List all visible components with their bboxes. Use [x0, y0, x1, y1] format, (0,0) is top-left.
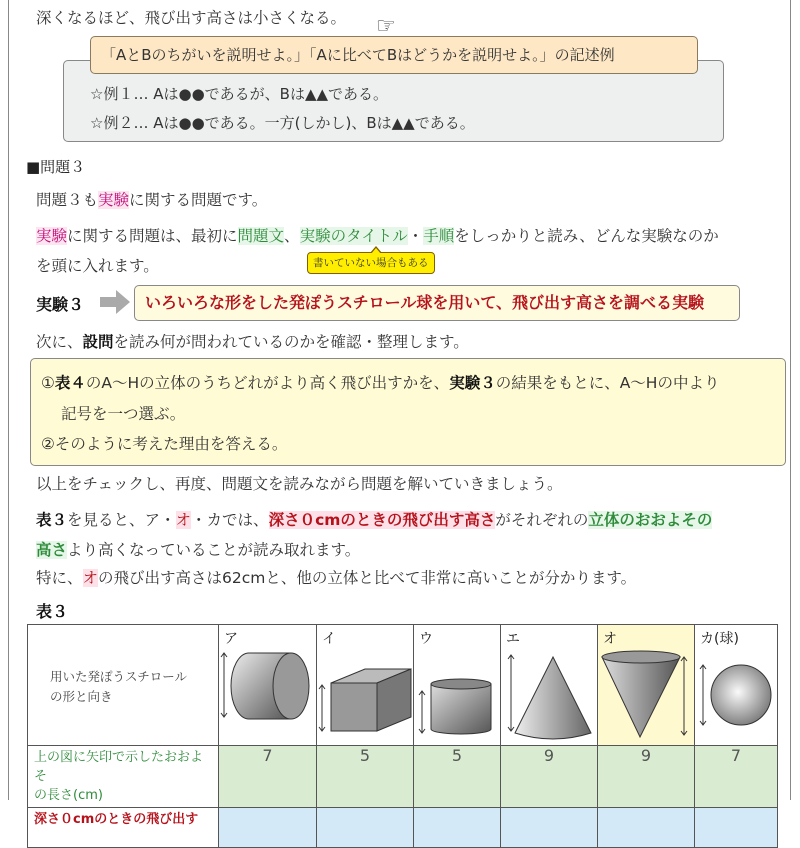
right-arrow-icon	[100, 290, 130, 314]
bold-table3: 表３	[36, 511, 68, 529]
column-label: ウ	[419, 631, 433, 647]
highlight-experiment: 実験	[98, 191, 130, 209]
column-label: イ	[322, 631, 336, 647]
highlight-experiment: 実験	[36, 227, 68, 245]
pointing-hand-icon: ☞	[376, 14, 396, 39]
text: がそれぞれの	[495, 511, 589, 529]
note-tooltip: 書いていない場合もある	[307, 252, 435, 274]
text: 次に、	[36, 333, 83, 351]
paragraph-5-line2	[36, 540, 360, 560]
length-u: 5	[414, 746, 501, 808]
paragraph-2-line2: を頭に入れます。	[36, 257, 159, 275]
page-border-right	[790, 0, 791, 800]
table-cell-e	[501, 625, 598, 746]
text: の飛び出す高さは62cmと、他の立体と比べて非常に高いことが分かります。	[98, 569, 637, 587]
page-border-left	[8, 0, 9, 800]
question-box	[30, 358, 786, 466]
text: より高くなっていることが読み取れます。	[67, 541, 361, 559]
highlight-jump-height: 深さ０cmのときの飛び出す高さ	[268, 511, 496, 529]
paragraph-4: 以上をチェックし、再度、問題文を読みながら問題を解いていきましょう。	[36, 475, 563, 493]
length-a: 7	[219, 746, 317, 808]
example-callout-title: 「AとBのちがいを説明せよ。」「Aに比べてBはどうかを説明せよ。」の記述例	[90, 36, 698, 74]
rectangular-prism-icon	[317, 667, 413, 737]
length-ka: 7	[695, 746, 778, 808]
table-row-jump-height	[28, 808, 778, 848]
text: 問題３も	[36, 191, 99, 209]
text: をしっかりと読み、どんな実験なのか	[454, 227, 719, 245]
highlight-experiment-title: 実験のタイトル	[299, 227, 408, 245]
text: 上の図に矢印で示したおおよそ	[34, 750, 204, 784]
example-2: ☆例２… Aは●●である。一方(しかし)、Bは▲▲である。	[90, 114, 475, 132]
table-cell-u	[414, 625, 501, 746]
sphere-icon	[695, 661, 777, 733]
height-i	[317, 808, 414, 848]
column-label: オ	[603, 631, 617, 647]
highlight-o: オ	[82, 569, 99, 587]
text: の結果をもとに、A〜Hの中より	[495, 374, 720, 392]
cylinder-horizontal-icon	[219, 651, 315, 737]
experiment-title-box: いろいろな形をした発ぽうスチロール球を用いて、飛び出す高さを調べる実験	[134, 285, 740, 321]
bold-table4: 表４	[54, 374, 86, 392]
paragraph-3	[36, 332, 469, 352]
intro-line: 深くなるほど、飛び出す高さは小さくなる。	[36, 9, 347, 27]
text: の形と向き	[50, 689, 113, 704]
highlight-problem-text: 問題文	[237, 227, 285, 245]
text: 深さ０cmのときの飛び出す	[34, 812, 199, 827]
cone-upright-icon	[501, 653, 597, 741]
height-o	[598, 808, 695, 848]
table-title: 表３	[36, 602, 69, 621]
cone-inverted-icon	[598, 649, 694, 741]
text: の長さ(cm)	[34, 788, 103, 803]
text: のA〜Hの立体のうちどれがより高く飛び出すかを、	[85, 374, 450, 392]
length-i: 5	[317, 746, 414, 808]
table-3	[27, 624, 778, 848]
text: に関する問題は、最初に	[67, 227, 238, 245]
text: 特に、	[36, 569, 83, 587]
table-row-shapes	[28, 625, 778, 746]
paragraph-6	[36, 568, 636, 588]
height-u	[414, 808, 501, 848]
length-o: 9	[598, 746, 695, 808]
text: を読み何が問われているのかを確認・整理します。	[113, 333, 469, 351]
bold-experiment3: 実験３	[449, 374, 496, 392]
height-a	[219, 808, 317, 848]
table-cell-ka	[695, 625, 778, 746]
experiment-label: 実験３	[36, 295, 85, 314]
text: ①	[41, 374, 55, 392]
question-1	[41, 371, 719, 393]
paragraph-1	[36, 190, 267, 210]
table-cell-o	[598, 625, 695, 746]
cylinder-upright-icon	[414, 677, 500, 739]
text: に関する問題です。	[129, 191, 268, 209]
question-1-line2: 記号を一つ選ぶ。	[61, 405, 186, 423]
column-label: エ	[506, 631, 520, 647]
highlight-procedure: 手順	[423, 227, 455, 245]
table-cell-i	[317, 625, 414, 746]
highlight-height: 高さ	[36, 541, 68, 559]
column-label: カ(球)	[700, 631, 739, 647]
question-2: ②そのように考えた理由を答える。	[41, 435, 288, 453]
length-e: 9	[501, 746, 598, 808]
text: ・カでは、	[191, 511, 269, 529]
row-header-shape	[28, 625, 219, 746]
paragraph-5	[36, 510, 712, 530]
text: 、	[284, 227, 300, 245]
table-cell-a	[219, 625, 317, 746]
row-header-height	[28, 808, 219, 848]
row-header-length	[28, 746, 219, 808]
text: を見ると、ア・	[67, 511, 176, 529]
text: ・	[407, 227, 424, 245]
highlight-o: オ	[175, 511, 192, 529]
section-heading: ■問題３	[26, 158, 86, 176]
height-ka	[695, 808, 778, 848]
column-label: ア	[224, 631, 238, 647]
height-e	[501, 808, 598, 848]
bold-question: 設問	[82, 333, 114, 351]
example-1: ☆例１… Aは●●であるが、Bは▲▲である。	[90, 85, 389, 103]
paragraph-2	[36, 226, 719, 246]
table-row-lengths	[28, 746, 778, 808]
highlight-approx-height: 立体のおおよその	[588, 511, 713, 529]
text: 用いた発ぽうスチロール	[50, 669, 188, 684]
